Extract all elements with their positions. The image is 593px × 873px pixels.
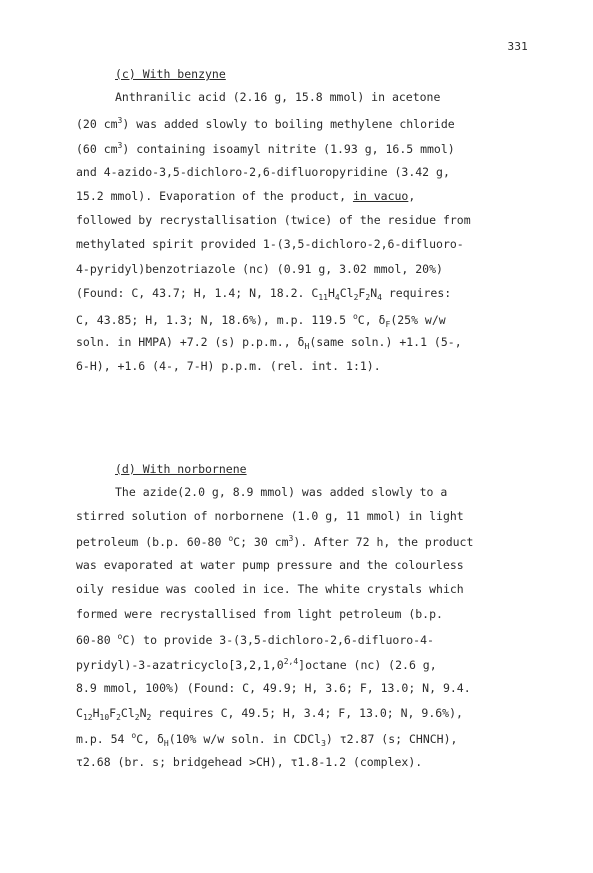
section-d-line-12: τ2.68 (br. s; bridgehead >CH), τ1.8-1.2 (complex). <box>76 755 423 769</box>
section-c-line-12: 6-H), +1.6 (4-, 7-H) p.p.m. (rel. int. 1:1). <box>76 359 381 373</box>
page-number: 331 <box>507 40 528 53</box>
section-d-line-5: oily residue was cooled in ice. The white crystals which <box>76 582 464 596</box>
section-d-line-9: 8.9 mmol, 100%) (Found: C, 49.9; H, 3.6; F, 13.0; N, 9.4. <box>76 681 471 695</box>
section-c-line-5: 15.2 mmol). Evaporation of the product, in vacuo, <box>76 189 416 203</box>
section-c-line-6: followed by recrystallisation (twice) of the residue from <box>76 213 471 227</box>
section-c-line-3: (60 $cm^3$) containing isoamyl nitrite (1.93 g, 16.5 mmol) <box>76 141 455 156</box>
section-d-line-6: formed were recrystallised from light petroleum (b.p. <box>76 607 443 621</box>
section-c-line-1: Anthranilic acid (2.16 g, 15.8 mmol) in acetone <box>115 90 441 104</box>
section-d-line-7: 60-80 $^o$C) to provide 3-(3,5-dichloro-2,6-difluoro-4- <box>76 632 434 647</box>
section-c-heading: (c) With benzyne <box>115 67 226 81</box>
section-c-line-9: (Found: C, 43.7; H, 1.4; N, 18.2. $C_{11}H_4Cl_2F_2N_4$ requires: <box>76 286 452 302</box>
section-d-line-10: $C_{12}H_{10}F_2Cl_2N_2$ requires C, 49.5; H, 3.4; F, 13.0; N, 9.6%), <box>76 706 463 722</box>
section-d-heading: (d) With norbornene <box>115 462 247 476</box>
section-d-line-8: pyridyl)-3-azatricyclo[3,2,1,0$^{2,4}$]octane (nc) (2.6 g, <box>76 657 437 672</box>
section-d-line-2: stirred solution of norbornene (1.0 g, 11 mmol) in light <box>76 509 464 523</box>
section-d-line-11: m.p. 54 $^o$C, $\delta_H(10\%$ w/w soln. in CDCl$_3$) τ2.87 (s; CHNCH), <box>76 731 458 748</box>
section-c-line-11: soln. in HMPA) +7.2 (s) p.p.m., $\delta_H(same$ soln.) +1.1 (5-, <box>76 335 462 351</box>
section-d-line-1: The azide(2.0 g, 8.9 mmol) was added slowly to a <box>115 485 448 499</box>
section-d-line-3: petroleum (b.p. 60-80 $^o$C; 30 $cm^3$). After 72 h, the product <box>76 534 474 549</box>
section-c-line-7: methylated spirit provided 1-(3,5-dichloro-2,6-difluoro- <box>76 237 464 251</box>
section-c-line-10: C, 43.85; H, 1.3; N, 18.6%), m.p. 119.5 $^o$C, $\delta_F(25\%$ w/w <box>76 312 446 329</box>
section-d-line-4: was evaporated at water pump pressure and the colourless <box>76 558 464 572</box>
section-c-line-2: (20 $cm^3$) was added slowly to boiling methylene chloride <box>76 116 455 131</box>
section-c-line-4: and 4-azido-3,5-dichloro-2,6-difluoropyridine (3.42 g, <box>76 165 450 179</box>
section-c-line-8: 4-pyridyl)benzotriazole (nc) (0.91 g, 3.02 mmol, 20%) <box>76 262 443 276</box>
